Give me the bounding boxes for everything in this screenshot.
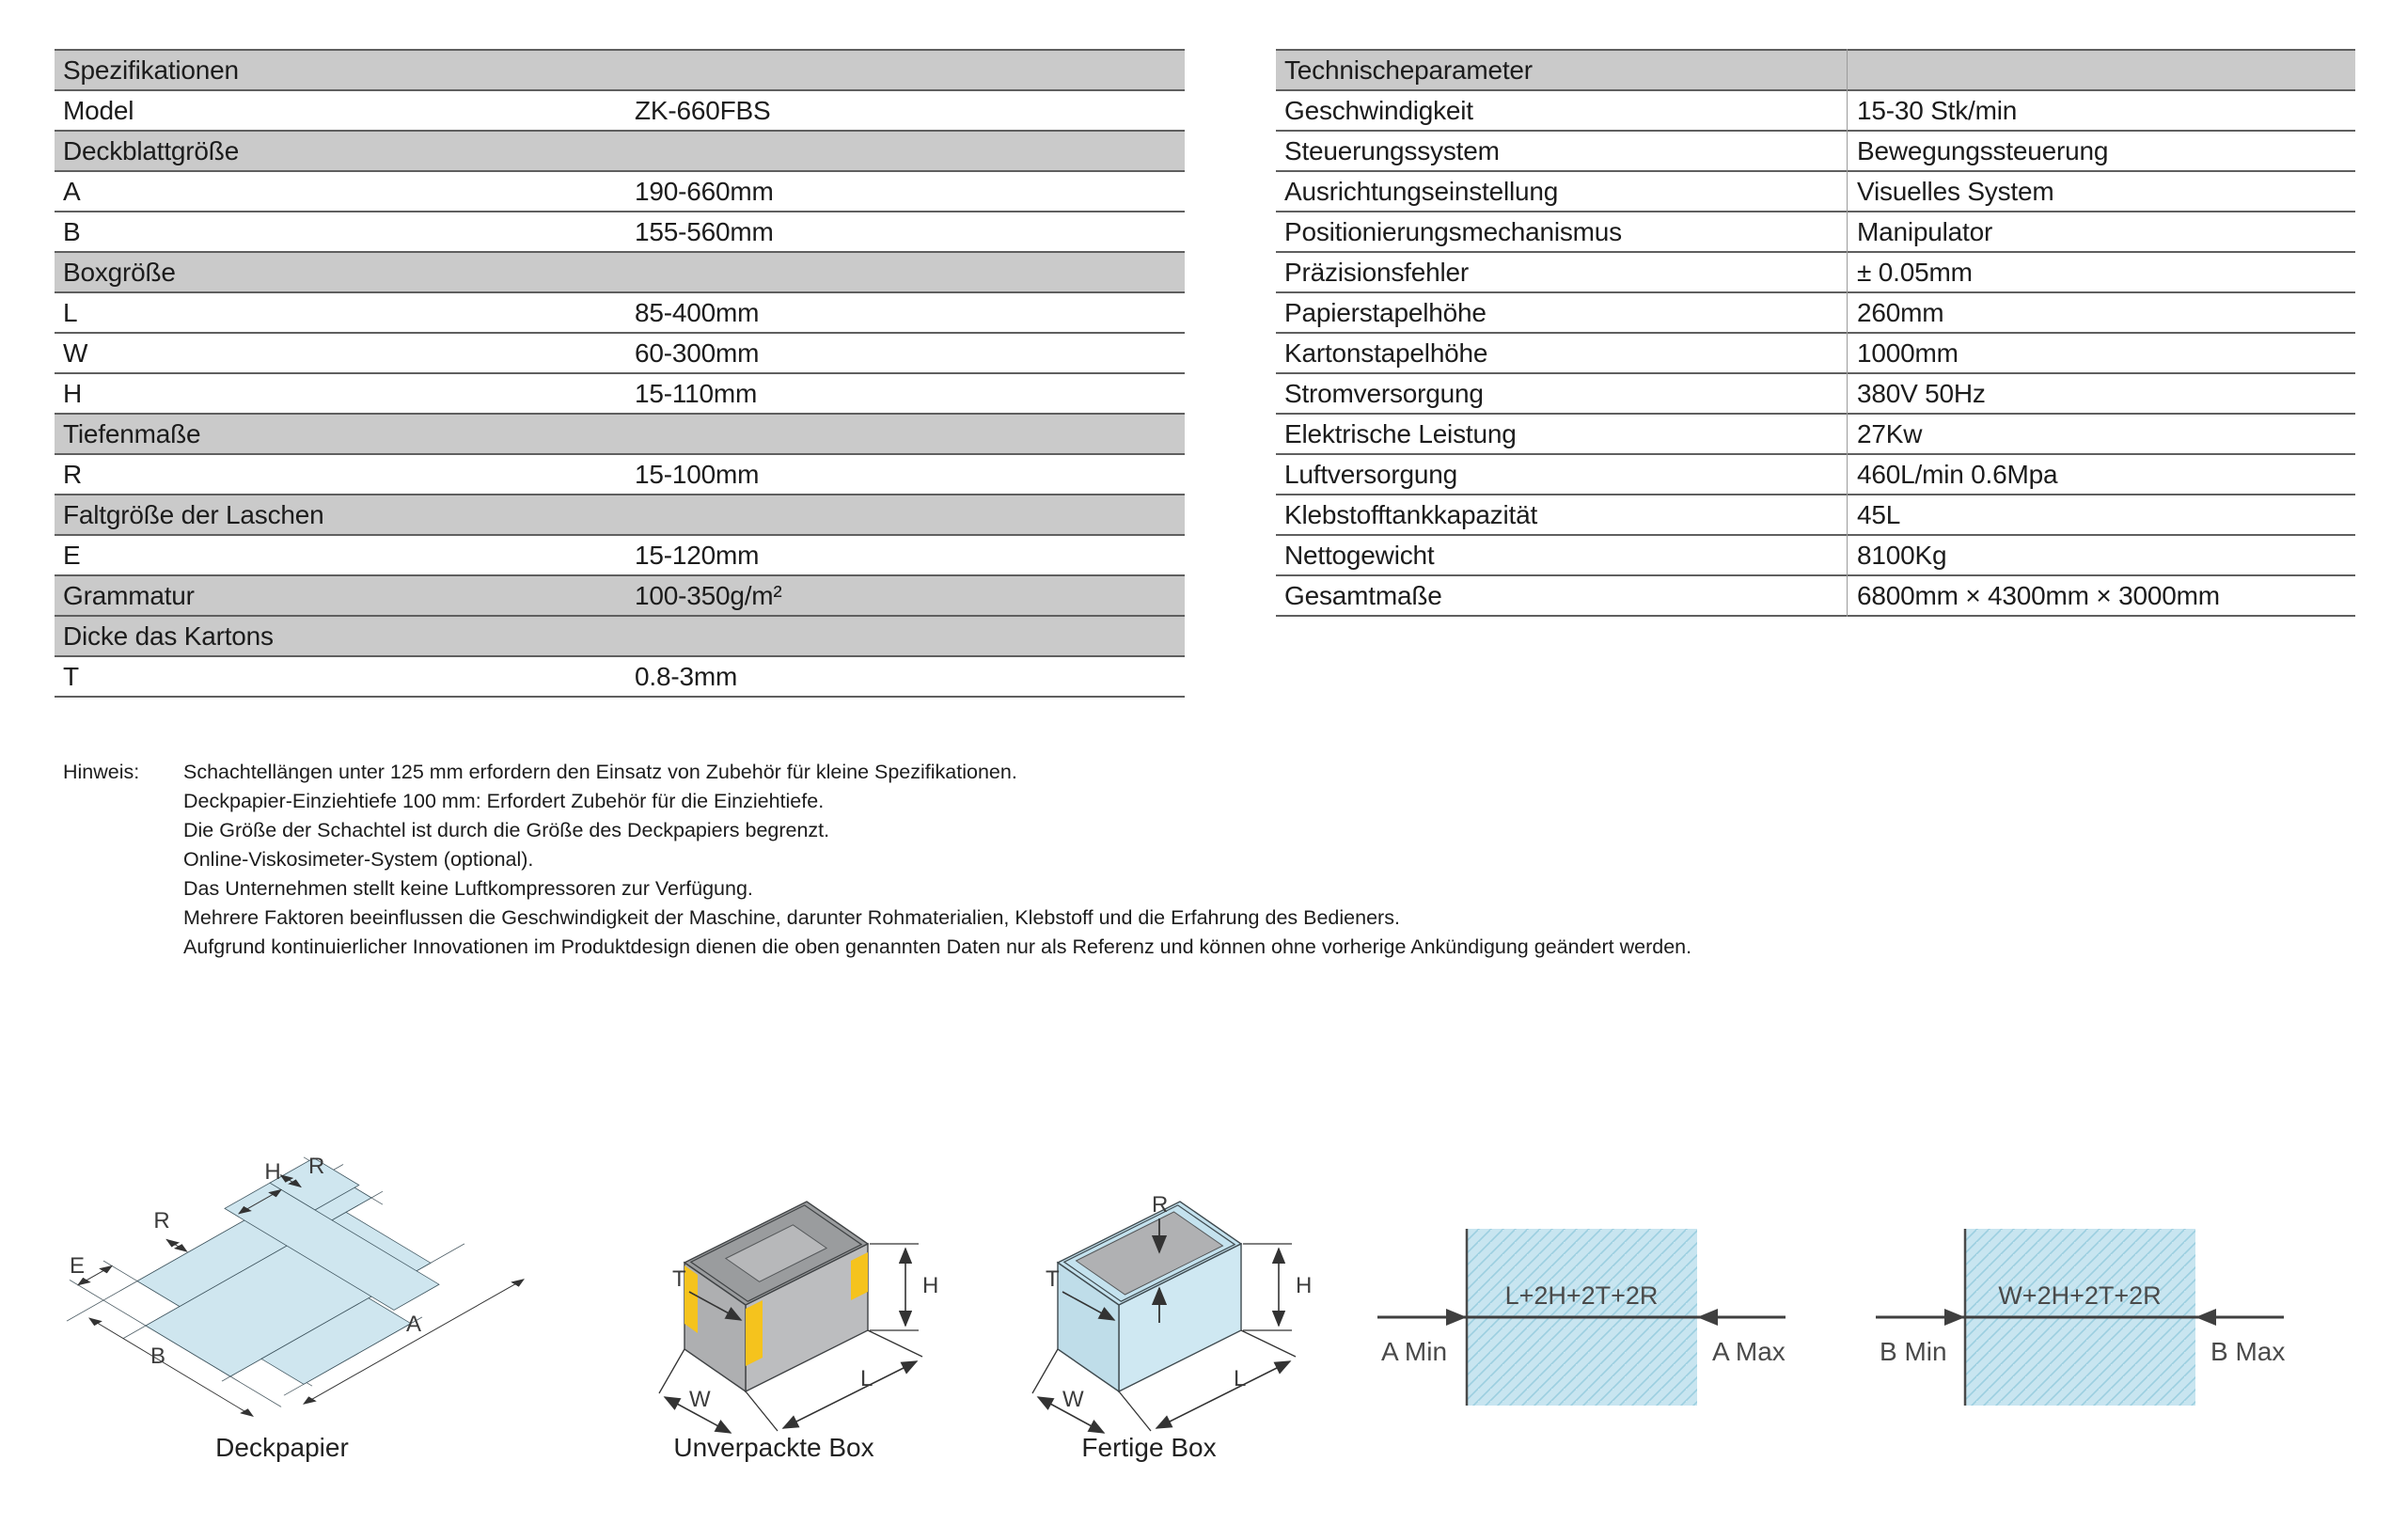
row-value: 1000mm xyxy=(1857,338,1959,368)
row-label: Steuerungssystem xyxy=(1284,136,1500,165)
table-row xyxy=(55,576,1185,617)
row-value: 460L/min 0.6Mpa xyxy=(1857,460,2058,489)
row-label: Papierstapelhöhe xyxy=(1284,298,1487,327)
table-row xyxy=(55,536,1185,576)
row-value: Bewegungssteuerung xyxy=(1857,136,2109,165)
row-label: Tiefenmaße xyxy=(63,419,201,448)
row-value: 15-100mm xyxy=(635,460,760,489)
table-row xyxy=(1276,415,2355,455)
row-label: Technischeparameter xyxy=(1284,55,1533,85)
row-value: 380V 50Hz xyxy=(1857,379,1986,408)
table-row xyxy=(1276,495,2355,536)
row-label: W xyxy=(63,338,88,368)
table-row xyxy=(55,253,1185,293)
row-value: 0.8-3mm xyxy=(635,662,738,691)
dim-label-t: T xyxy=(672,1266,686,1292)
row-label: E xyxy=(63,541,81,570)
row-label: B xyxy=(63,217,81,246)
table-row xyxy=(55,374,1185,415)
param-table xyxy=(1276,49,2355,617)
column-divider xyxy=(1847,574,1848,617)
row-label: Nettogewicht xyxy=(1284,541,1435,570)
note-line: Das Unternehmen stellt keine Luftkompressoren zur Verfügung. xyxy=(183,877,753,900)
row-label: Positionierungsmechanismus xyxy=(1284,217,1622,246)
arrow-right-icon xyxy=(1944,1309,1965,1326)
column-divider xyxy=(1847,453,1848,495)
dim-label-a: A xyxy=(405,1312,422,1337)
table-row xyxy=(1276,91,2355,132)
table-row xyxy=(55,657,1185,698)
row-value: 6800mm × 4300mm × 3000mm xyxy=(1857,581,2220,610)
table-row xyxy=(55,91,1185,132)
finished-box-diagram-icon xyxy=(1006,1196,1316,1440)
row-label: H xyxy=(63,379,83,408)
table-row xyxy=(55,415,1185,455)
row-value: 8100Kg xyxy=(1857,541,1947,570)
row-label: Klebstofftankkapazität xyxy=(1284,500,1538,529)
range-max-label: A Max xyxy=(1712,1337,1786,1366)
row-label: Kartonstapelhöhe xyxy=(1284,338,1488,368)
column-divider xyxy=(1847,291,1848,334)
dim-label-w: W xyxy=(689,1387,711,1412)
table-header-row xyxy=(55,51,1185,91)
column-divider xyxy=(1847,534,1848,576)
table-row xyxy=(55,293,1185,334)
dim-label-t: T xyxy=(1046,1266,1060,1292)
table-row xyxy=(1276,293,2355,334)
unpacked-box-diagram-icon xyxy=(644,1196,945,1440)
dim-label-l: L xyxy=(860,1366,873,1391)
range-formula: L+2H+2T+2R xyxy=(1504,1281,1659,1310)
row-value: 15-120mm xyxy=(635,541,760,570)
tape-strip xyxy=(851,1252,868,1300)
range-min-label: A Min xyxy=(1381,1337,1448,1366)
finished-box-caption: Fertige Box xyxy=(1081,1433,1217,1462)
row-value: 155-560mm xyxy=(635,217,774,246)
table-row xyxy=(55,617,1185,657)
row-value: 260mm xyxy=(1857,298,1944,327)
row-label: Model xyxy=(63,96,134,125)
notes-block xyxy=(183,758,1691,962)
table-row xyxy=(1276,374,2355,415)
row-label: Gesamtmaße xyxy=(1284,581,1442,610)
table-row xyxy=(1276,212,2355,253)
column-divider xyxy=(1847,49,1848,91)
row-label: Faltgröße der Laschen xyxy=(63,500,324,529)
arrow-left-icon xyxy=(2195,1309,2216,1326)
note-line: Mehrere Faktoren beeinflussen die Geschwindigkeit der Maschine, darunter Rohmaterialien, Klebstoff und die Erfahrung des Bedieners. xyxy=(183,906,1400,929)
deckpapier-caption: Deckpapier xyxy=(215,1433,349,1462)
spec-table xyxy=(55,49,1185,698)
arrow-right-icon xyxy=(1446,1309,1467,1326)
table-row xyxy=(1276,455,2355,495)
dim-label-r: R xyxy=(1152,1196,1169,1218)
table-row xyxy=(55,212,1185,253)
note-line: Online-Viskosimeter-System (optional). xyxy=(183,848,534,871)
notes-label: Hinweis: xyxy=(63,761,140,783)
table-row xyxy=(55,334,1185,374)
column-divider xyxy=(1847,413,1848,455)
column-divider xyxy=(1847,494,1848,536)
unpacked-box-figure xyxy=(644,1196,945,1440)
row-value: Visuelles System xyxy=(1857,177,2054,206)
row-value: 27Kw xyxy=(1857,419,1923,448)
row-label: Deckblattgröße xyxy=(63,136,240,165)
dim-label-r-left: R xyxy=(153,1208,170,1234)
deckpapier-diagram-icon xyxy=(47,1155,611,1418)
unpacked-box-caption: Unverpackte Box xyxy=(673,1433,874,1462)
row-value: ± 0.05mm xyxy=(1857,258,1973,287)
column-divider xyxy=(1847,89,1848,132)
row-value: 60-300mm xyxy=(635,338,760,368)
note-line: Deckpapier-Einziehtiefe 100 mm: Erfordert Zubehör für die Einziehtiefe. xyxy=(183,790,825,812)
table-row xyxy=(1276,334,2355,374)
table-row xyxy=(1276,576,2355,617)
row-value: 45L xyxy=(1857,500,1901,529)
row-value: 100-350g/m² xyxy=(635,581,782,610)
tape-strip xyxy=(746,1300,763,1366)
range-b-diagram-icon xyxy=(1866,1218,2299,1420)
row-label: Ausrichtungseinstellung xyxy=(1284,177,1559,206)
row-label: L xyxy=(63,298,78,327)
column-divider xyxy=(1847,130,1848,172)
column-divider xyxy=(1847,332,1848,374)
table-header-row xyxy=(1276,51,2355,91)
row-label: Elektrische Leistung xyxy=(1284,419,1517,448)
range-formula: W+2H+2T+2R xyxy=(1998,1281,2162,1310)
row-value: 15-30 Stk/min xyxy=(1857,96,2018,125)
deckpapier-figure xyxy=(47,1155,611,1418)
dim-label-h: H xyxy=(264,1159,281,1185)
range-min-label: B Min xyxy=(1880,1337,1947,1366)
row-label: R xyxy=(63,460,83,489)
row-value: 85-400mm xyxy=(635,298,760,327)
table-row xyxy=(1276,536,2355,576)
range-b-figure xyxy=(1866,1218,2299,1420)
dim-label-h: H xyxy=(922,1273,939,1298)
range-a-diagram-icon xyxy=(1368,1218,1801,1420)
row-label: T xyxy=(63,662,79,691)
arrow-left-icon xyxy=(1697,1309,1718,1326)
dim-label-r-right: R xyxy=(308,1155,325,1179)
row-label: Stromversorgung xyxy=(1284,379,1484,408)
tape-strip xyxy=(684,1265,698,1333)
table-row xyxy=(55,132,1185,172)
dim-label-l: L xyxy=(1234,1366,1247,1391)
table-row xyxy=(1276,172,2355,212)
row-label: Präzisionsfehler xyxy=(1284,258,1469,287)
table-row xyxy=(55,455,1185,495)
table-row xyxy=(1276,132,2355,172)
note-line: Aufgrund kontinuierlicher Innovationen im Produktdesign dienen die oben genannten Daten nur als Referenz und können ohne vorherige Ankündigung geändert werden. xyxy=(183,935,1692,958)
dim-label-w: W xyxy=(1062,1387,1084,1412)
row-label: Geschwindigkeit xyxy=(1284,96,1473,125)
dim-label-b: B xyxy=(149,1344,166,1369)
column-divider xyxy=(1847,251,1848,293)
row-value: 15-110mm xyxy=(635,379,758,408)
range-a-figure xyxy=(1368,1218,1801,1420)
finished-box-figure xyxy=(1006,1196,1316,1440)
row-label: Boxgröße xyxy=(63,258,176,287)
dim-label-e: E xyxy=(70,1253,86,1279)
note-line: Die Größe der Schachtel ist durch die Größe des Deckpapiers begrenzt. xyxy=(183,819,830,841)
table-row xyxy=(55,172,1185,212)
row-value: ZK-660FBS xyxy=(635,96,771,125)
column-divider xyxy=(1847,372,1848,415)
row-value: Manipulator xyxy=(1857,217,1993,246)
table-row xyxy=(55,495,1185,536)
dim-label-h: H xyxy=(1296,1273,1313,1298)
row-label: Luftversorgung xyxy=(1284,460,1457,489)
row-label: Dicke das Kartons xyxy=(63,621,274,651)
range-max-label: B Max xyxy=(2210,1337,2286,1366)
row-label: Grammatur xyxy=(63,581,195,610)
note-line: Schachtellängen unter 125 mm erfordern den Einsatz von Zubehör für kleine Spezifikationen. xyxy=(183,761,1017,783)
row-label: Spezifikationen xyxy=(63,55,239,85)
row-value: 190-660mm xyxy=(635,177,774,206)
table-row xyxy=(1276,253,2355,293)
column-divider xyxy=(1847,211,1848,253)
column-divider xyxy=(1847,170,1848,212)
row-label: A xyxy=(63,177,81,206)
